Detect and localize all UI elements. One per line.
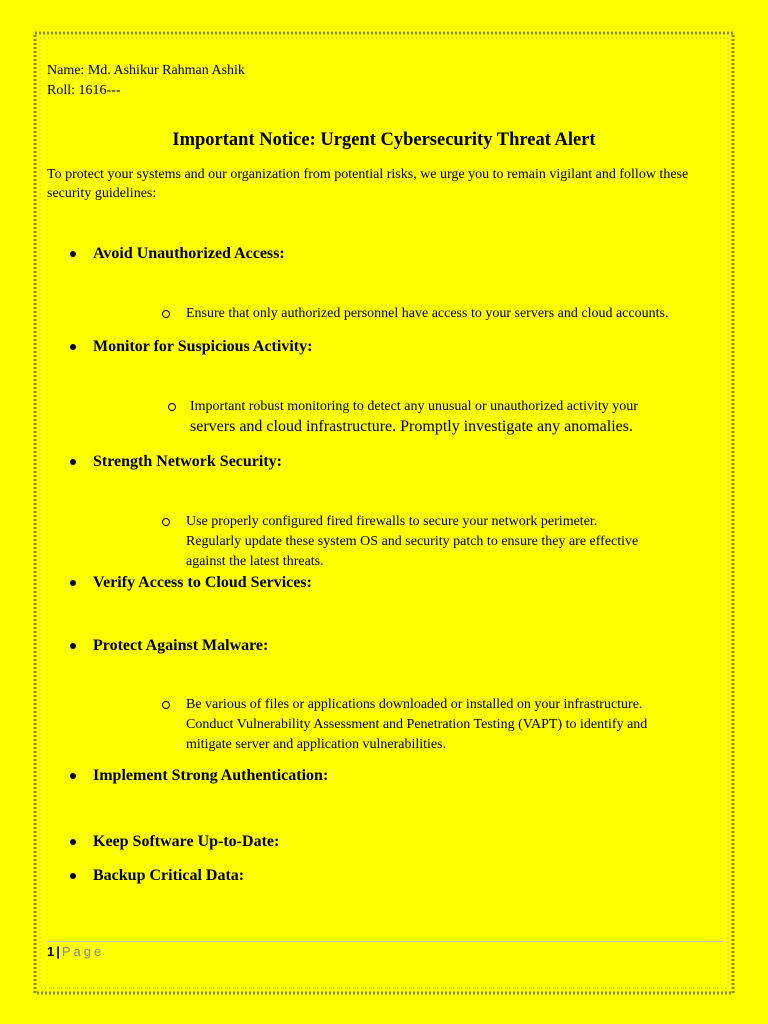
student-info [47, 61, 245, 101]
page-footer [47, 944, 104, 959]
detail-line: Ensure that only authorized personnel have access to your servers and cloud accounts. [186, 306, 669, 321]
detail-line: servers and cloud infrastructure. Promptly investigate any anomalies. [190, 418, 633, 435]
detail-line: mitigate server and application vulnerabilities. [186, 737, 447, 752]
bullet-icon [70, 459, 76, 465]
bullet-icon [70, 839, 76, 845]
detail-line: Conduct Vulnerability Assessment and Penetration Testing (VAPT) to identify and [186, 717, 648, 732]
hollow-bullet-icon [162, 701, 170, 709]
bullet-icon [70, 873, 76, 879]
student-roll: Roll: 1616--- [47, 83, 121, 98]
bullet-icon [70, 580, 76, 586]
footer-divider [47, 941, 724, 942]
hollow-bullet-icon [168, 403, 176, 411]
footer-separator: | [56, 944, 60, 959]
bullet-icon [70, 773, 76, 779]
detail-line: Be various of files or applications downloaded or installed on your infrastructure. [186, 697, 643, 712]
page-label: Page [61, 944, 105, 959]
bullet-icon [70, 251, 76, 257]
detail-line: Use properly configured fired firewalls to secure your network perimeter. [186, 514, 598, 529]
hollow-bullet-icon [162, 518, 170, 526]
notice-title: Important Notice: Urgent Cybersecurity Threat Alert [172, 130, 596, 150]
intro-paragraph: To protect your systems and our organization from potential risks, we urge you to remain vigilant and follow these security guidelines: [47, 167, 689, 201]
detail-line: Regularly update these system OS and security patch to ensure they are effective [186, 534, 639, 549]
hollow-bullet-icon [162, 310, 170, 318]
bullet-icon [70, 643, 76, 649]
bullet-icon [70, 344, 76, 350]
detail-line: against the latest threats. [186, 554, 324, 569]
student-name: Name: Md. Ashikur Rahman Ashik [47, 63, 245, 78]
detail-line: Important robust monitoring to detect any unusual or unauthorized activity your [190, 399, 638, 414]
page-number: 1 [47, 944, 55, 959]
